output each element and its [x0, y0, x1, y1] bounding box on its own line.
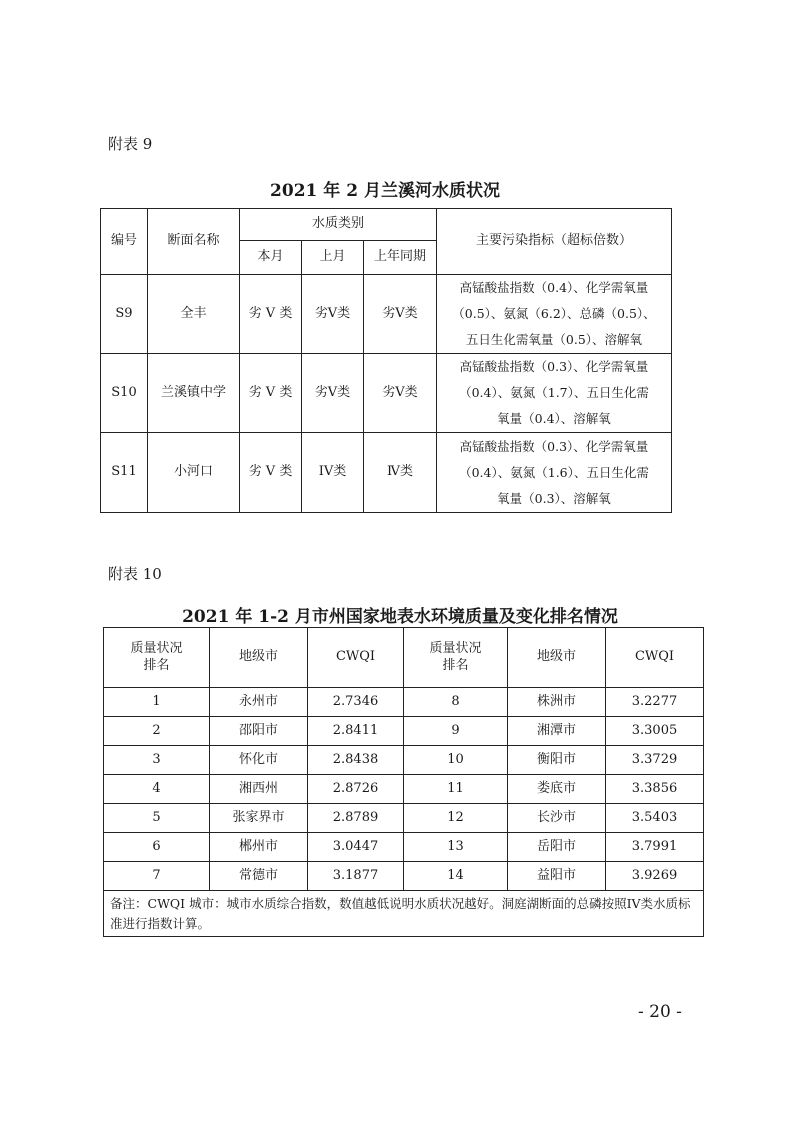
header-id: 编号: [101, 209, 148, 275]
city-cell: 永州市: [210, 688, 308, 717]
table-row: [101, 433, 672, 513]
table-row: [101, 354, 672, 433]
row-id: S11: [101, 433, 148, 513]
row-last-month: 劣V类: [302, 275, 364, 354]
city-cell: 常德市: [210, 862, 308, 891]
header-cwqi: CWQI: [308, 628, 404, 688]
row-name: 兰溪镇中学: [148, 354, 240, 433]
pollutant-line: （0.4）、氨氮（1.6）、五日生化需: [459, 464, 649, 480]
appendix9-table: [100, 208, 672, 513]
row-last-month: 劣V类: [302, 354, 364, 433]
header-last-year: 上年同期: [364, 241, 437, 275]
appendix10-title: 2021 年 1-2 月市州国家地表水环境质量及变化排名情况: [182, 607, 618, 627]
row-name: 小河口: [148, 433, 240, 513]
appendix10-label: 附表 10: [108, 565, 162, 583]
cwqi-cell: 2.7346: [308, 688, 404, 717]
cwqi-cell: 3.2277: [606, 688, 704, 717]
rank-cell: 1: [104, 688, 210, 717]
appendix9-title: 2021 年 2 月兰溪河水质状况: [270, 181, 500, 201]
row-last-year: 劣V类: [364, 354, 437, 433]
table-row: [104, 833, 704, 862]
row-last-year: Ⅳ类: [364, 433, 437, 513]
cwqi-cell: 2.8411: [308, 717, 404, 746]
row-id: S10: [101, 354, 148, 433]
city-cell: 张家界市: [210, 804, 308, 833]
city-cell: 湘潭市: [508, 717, 606, 746]
rank-cell: 3: [104, 746, 210, 775]
city-cell: 怀化市: [210, 746, 308, 775]
header-city: 地级市: [210, 628, 308, 688]
rank-cell: 6: [104, 833, 210, 862]
appendix10-table: [103, 627, 704, 937]
rank-cell: 10: [404, 746, 508, 775]
city-cell: 益阳市: [508, 862, 606, 891]
header-pollutants: 主要污染指标（超标倍数）: [437, 209, 672, 275]
header-city: 地级市: [508, 628, 606, 688]
cwqi-cell: 3.3005: [606, 717, 704, 746]
city-cell: 娄底市: [508, 775, 606, 804]
cwqi-cell: 3.1877: [308, 862, 404, 891]
table-row: [104, 746, 704, 775]
rank-cell: 11: [404, 775, 508, 804]
city-cell: 郴州市: [210, 833, 308, 862]
rank-cell: 9: [404, 717, 508, 746]
header-last-month: 上月: [302, 241, 364, 275]
cwqi-cell: 3.3856: [606, 775, 704, 804]
page-number: - 20 -: [638, 1002, 682, 1022]
row-last-year: 劣V类: [364, 275, 437, 354]
city-cell: 衡阳市: [508, 746, 606, 775]
pollutant-line: 氧量（0.4）、溶解氧: [497, 411, 611, 426]
pollutant-line: 氧量（0.3）、溶解氧: [497, 490, 611, 506]
rank-cell: 2: [104, 717, 210, 746]
row-this-month: 劣 V 类: [240, 354, 302, 433]
city-cell: 邵阳市: [210, 717, 308, 746]
rank-cell: 12: [404, 804, 508, 833]
row-pollutants: [437, 354, 672, 433]
row-name: 全丰: [148, 275, 240, 354]
pollutant-line: 高锰酸盐指数（0.3）、化学需氧量: [459, 359, 649, 374]
header-rank: 质量状况排名: [404, 628, 508, 688]
header-quality: 水质类别: [240, 209, 437, 241]
row-id: S9: [101, 275, 148, 354]
table-note: 备注：CWQI 城市：城市水质综合指数，数值越低说明水质状况越好。洞庭湖断面的总磷按照IV类水质标准进行指数计算。: [104, 891, 704, 937]
city-cell: 长沙市: [508, 804, 606, 833]
city-cell: 岳阳市: [508, 833, 606, 862]
rank-cell: 13: [404, 833, 508, 862]
rank-cell: 5: [104, 804, 210, 833]
table-row: [101, 275, 672, 354]
pollutant-line: （0.5）、氨氮（6.2）、总磷（0.5）、: [452, 306, 656, 321]
row-this-month: 劣 V 类: [240, 433, 302, 513]
cwqi-cell: 3.5403: [606, 804, 704, 833]
city-cell: 湘西州: [210, 775, 308, 804]
row-this-month: 劣 V 类: [240, 275, 302, 354]
cwqi-cell: 2.8726: [308, 775, 404, 804]
cwqi-cell: 2.8438: [308, 746, 404, 775]
header-rank: 质量状况排名: [104, 628, 210, 688]
header-name: 断面名称: [148, 209, 240, 275]
rank-cell: 4: [104, 775, 210, 804]
row-pollutants: [437, 433, 672, 513]
header-this-month: 本月: [240, 241, 302, 275]
rank-cell: 14: [404, 862, 508, 891]
city-cell: 株洲市: [508, 688, 606, 717]
row-last-month: IV类: [302, 433, 364, 513]
rank-cell: 8: [404, 688, 508, 717]
cwqi-cell: 3.0447: [308, 833, 404, 862]
table-row: [104, 775, 704, 804]
appendix9-label: 附表 9: [108, 135, 153, 153]
cwqi-cell: 2.8789: [308, 804, 404, 833]
rank-cell: 7: [104, 862, 210, 891]
pollutant-line: 高锰酸盐指数（0.3）、化学需氧量: [459, 438, 649, 454]
header-cwqi: CWQI: [606, 628, 704, 688]
cwqi-cell: 3.9269: [606, 862, 704, 891]
table-row: [104, 862, 704, 891]
cwqi-cell: 3.7991: [606, 833, 704, 862]
pollutant-line: （0.4）、氨氮（1.7）、五日生化需: [459, 385, 649, 400]
row-pollutants: [437, 275, 672, 354]
table-row: [104, 804, 704, 833]
table-row: [104, 717, 704, 746]
cwqi-cell: 3.3729: [606, 746, 704, 775]
pollutant-line: 五日生化需氧量（0.5）、溶解氧: [465, 332, 643, 347]
pollutant-line: 高锰酸盐指数（0.4）、化学需氧量: [459, 280, 649, 295]
table-row: [104, 688, 704, 717]
